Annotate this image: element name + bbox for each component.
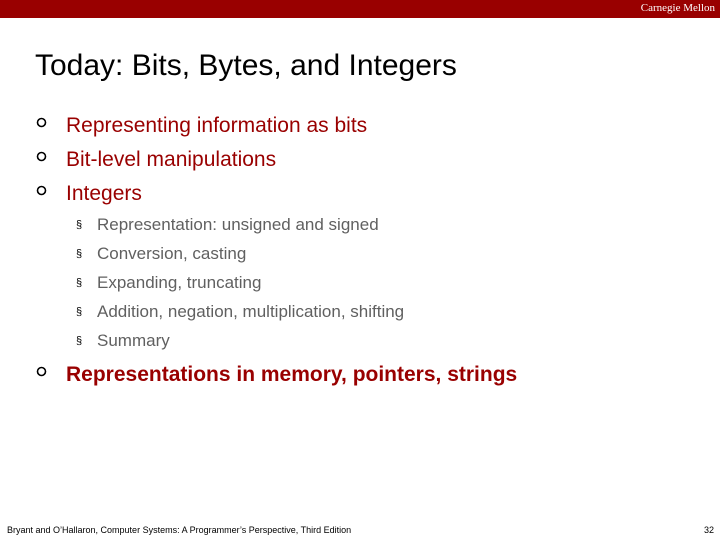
- square-bullet-icon: §: [76, 219, 83, 231]
- ring-bullet-icon: [36, 366, 47, 377]
- sub-bullet-text: Addition, negation, multiplication, shifting: [97, 302, 405, 321]
- bullet-text: Representations in memory, pointers, strings: [66, 363, 518, 386]
- square-bullet-icon: §: [76, 306, 83, 318]
- bullet-text: Integers: [66, 182, 142, 205]
- bullet-text: Representing information as bits: [66, 114, 368, 137]
- square-bullet-icon: §: [76, 335, 83, 347]
- sub-bullet-text: Representation: unsigned and signed: [97, 215, 379, 234]
- ring-bullet-icon: [36, 151, 47, 162]
- page-number: 32: [703, 525, 714, 535]
- square-bullet-icon: §: [76, 277, 83, 289]
- sub-bullet-text: Expanding, truncating: [97, 273, 262, 292]
- bullet-text: Bit-level manipulations: [66, 148, 277, 171]
- university-brand: Carnegie Mellon: [640, 2, 715, 14]
- square-bullet-icon: §: [76, 248, 83, 260]
- ring-bullet-icon: [36, 117, 47, 128]
- sub-bullet-text: Summary: [97, 331, 170, 350]
- ring-bullet-icon: [36, 185, 47, 196]
- header-bar: [0, 0, 720, 18]
- slide-title: Today: Bits, Bytes, and Integers: [35, 49, 457, 82]
- sub-bullet-text: Conversion, casting: [97, 244, 247, 263]
- footer-citation: Bryant and O’Hallaron, Computer Systems: A Programmer’s Perspective, Third Edition: [7, 525, 352, 535]
